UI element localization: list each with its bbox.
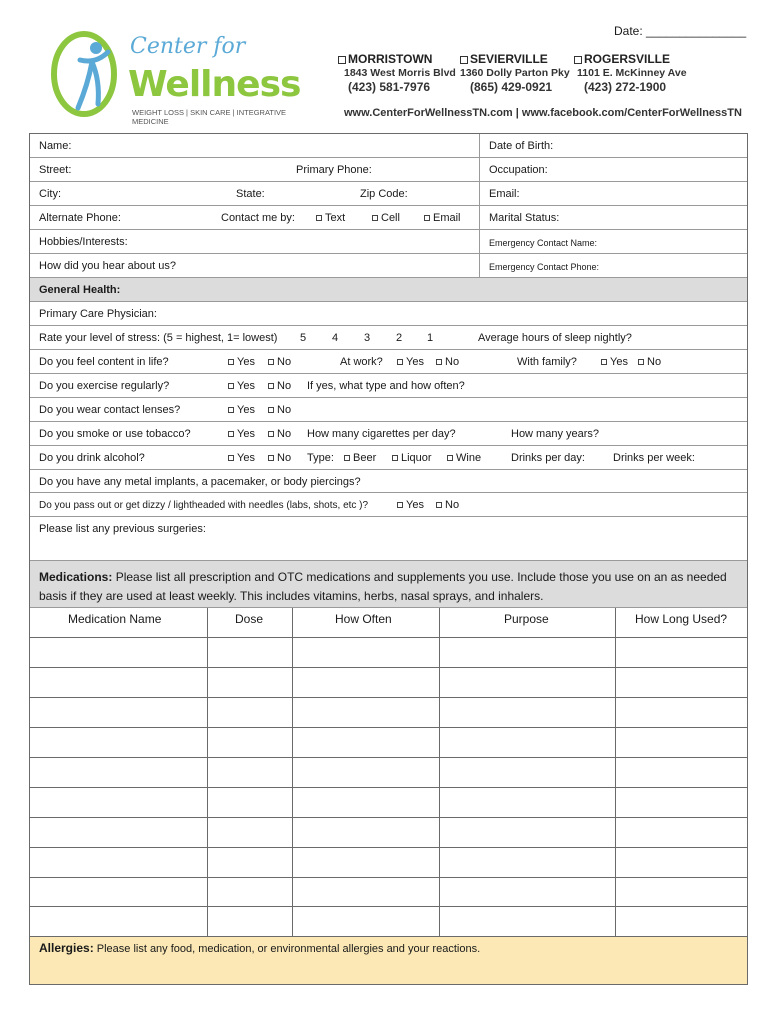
- row-contacts: [30, 398, 747, 422]
- row-street: [30, 158, 747, 182]
- contacts-label: Do you wear contact lenses?: [39, 404, 181, 416]
- medications-text: Please list all prescription and OTC medications and supplements you use. Include those you use on an as needed basis if they are used at least weekly. This includes vitamins, herbs, nasal sprays, and inhalers.: [39, 570, 727, 603]
- drinks-day-label: Drinks per day:: [511, 452, 585, 464]
- smoke-label: Do you smoke or use tobacco?: [39, 428, 191, 440]
- beer-option[interactable]: Beer: [344, 452, 376, 464]
- content-label: Do you feel content in life?: [39, 356, 169, 368]
- dob-label: Date of Birth:: [489, 140, 554, 152]
- row-smoke: [30, 422, 747, 446]
- row-stress: [30, 326, 747, 350]
- stress-label: Rate your level of stress: (5 = highest, 1= lowest): [39, 332, 278, 344]
- col-purpose: Purpose: [504, 612, 549, 626]
- row-physician: [30, 302, 747, 326]
- stress-option-5[interactable]: 5: [300, 332, 307, 344]
- at-work-label: At work?: [340, 356, 383, 368]
- row-dizzy: [30, 493, 747, 517]
- checkbox-icon[interactable]: [228, 359, 234, 365]
- logo-tagline: WEIGHT LOSS | SKIN CARE | INTEGRATIVE MEDICINE: [132, 108, 287, 126]
- row-surgeries: [30, 517, 747, 561]
- row-city: [30, 182, 747, 206]
- dizzy-no[interactable]: No: [436, 499, 459, 511]
- row-name: [30, 134, 747, 158]
- col-medication-name: Medication Name: [68, 612, 162, 626]
- checkbox-icon[interactable]: [268, 455, 274, 461]
- table-row[interactable]: [30, 638, 747, 668]
- row-hobbies: [30, 230, 747, 254]
- zip-label: Zip Code:: [360, 188, 408, 200]
- row-content: [30, 350, 747, 374]
- contacts-no[interactable]: No: [268, 404, 291, 416]
- liquor-option[interactable]: Liquor: [392, 452, 432, 464]
- checkbox-icon[interactable]: [268, 383, 274, 389]
- hear-about-label: How did you hear about us?: [39, 260, 176, 272]
- dizzy-label: Do you pass out or get dizzy / lightheaded with needles (labs, shots, etc )?: [39, 500, 369, 511]
- checkbox-icon[interactable]: [316, 215, 322, 221]
- allergies-title: Allergies:: [39, 941, 94, 955]
- emergency-name-label: Emergency Contact Name:: [489, 238, 598, 248]
- drink-no[interactable]: No: [268, 452, 291, 464]
- at-work-no[interactable]: No: [436, 356, 459, 368]
- checkbox-icon[interactable]: [228, 455, 234, 461]
- table-row[interactable]: [30, 848, 747, 878]
- checkbox-icon[interactable]: [424, 215, 430, 221]
- checkbox-icon[interactable]: [436, 359, 442, 365]
- location-rogersville: [574, 52, 694, 94]
- smoke-no[interactable]: No: [268, 428, 291, 440]
- row-alt-phone: [30, 206, 747, 230]
- location-city: SEVIERVILLE: [470, 52, 548, 66]
- general-health-header: [30, 278, 747, 302]
- table-row[interactable]: [30, 907, 747, 936]
- stress-option-2[interactable]: 2: [396, 332, 403, 344]
- sleep-label: Average hours of sleep nightly?: [478, 332, 632, 344]
- drinks-week-label: Drinks per week:: [613, 452, 695, 464]
- with-family-label: With family?: [517, 356, 577, 368]
- checkbox-icon[interactable]: [436, 502, 442, 508]
- exercise-label: Do you exercise regularly?: [39, 380, 170, 392]
- medications-title: Medications:: [39, 570, 113, 584]
- table-row[interactable]: [30, 728, 747, 758]
- surgeries-label: Please list any previous surgeries:: [39, 523, 206, 535]
- drink-label: Do you drink alcohol?: [39, 452, 145, 464]
- city-label: City:: [39, 188, 61, 200]
- table-row[interactable]: [30, 698, 747, 728]
- dizzy-yes[interactable]: Yes: [397, 499, 424, 511]
- primary-phone-label: Primary Phone:: [296, 164, 372, 176]
- checkbox-icon[interactable]: [392, 455, 398, 461]
- drink-yes[interactable]: Yes: [228, 452, 255, 464]
- contact-email-option[interactable]: Email: [424, 212, 461, 224]
- at-work-yes[interactable]: Yes: [397, 356, 424, 368]
- physician-label: Primary Care Physician:: [39, 308, 157, 320]
- location-phone: (423) 272-1900: [584, 80, 667, 94]
- checkbox-icon[interactable]: [228, 407, 234, 413]
- general-health-title: General Health:: [39, 284, 121, 296]
- checkbox-icon[interactable]: [268, 431, 274, 437]
- location-morristown: [338, 52, 458, 94]
- with-family-no[interactable]: No: [638, 356, 661, 368]
- table-row[interactable]: [30, 818, 747, 848]
- checkbox-icon[interactable]: [460, 56, 468, 64]
- table-row[interactable]: [30, 788, 747, 818]
- medications-header: [30, 561, 747, 608]
- table-row[interactable]: [30, 758, 747, 788]
- location-phone: (423) 581-7976: [348, 80, 431, 94]
- center-for-wellness-logo: [48, 30, 318, 126]
- checkbox-icon[interactable]: [372, 215, 378, 221]
- stress-option-4[interactable]: 4: [332, 332, 339, 344]
- wine-option[interactable]: Wine: [447, 452, 481, 464]
- location-city: MORRISTOWN: [348, 52, 433, 66]
- exercise-type-label: If yes, what type and how often?: [307, 380, 465, 392]
- row-drink: [30, 446, 747, 470]
- checkbox-icon[interactable]: [447, 455, 453, 461]
- hobbies-label: Hobbies/Interests:: [39, 236, 128, 248]
- type-label: Type:: [307, 452, 334, 464]
- checkbox-icon[interactable]: [268, 407, 274, 413]
- state-label: State:: [236, 188, 265, 200]
- emergency-phone-label: Emergency Contact Phone:: [489, 262, 600, 272]
- website-links: www.CenterForWellnessTN.com | www.facebook.com/CenterForWellnessTN: [344, 107, 742, 119]
- location-address: 1101 E. McKinney Ave: [577, 67, 687, 79]
- years-label: How many years?: [511, 428, 600, 440]
- row-exercise: [30, 374, 747, 398]
- marital-label: Marital Status:: [489, 212, 560, 224]
- checkbox-icon[interactable]: [397, 359, 403, 365]
- date-field[interactable]: Date: _______________: [614, 24, 747, 38]
- location-sevierville: [460, 52, 580, 94]
- table-header-row: [30, 608, 747, 638]
- checkbox-icon[interactable]: [574, 56, 582, 64]
- checkbox-icon[interactable]: [338, 56, 346, 64]
- logo-line2: Wellness: [128, 64, 301, 105]
- location-address: 1843 West Morris Blvd: [344, 67, 456, 79]
- allergies-text: Please list any food, medication, or environmental allergies and your reactions.: [96, 943, 481, 955]
- stress-option-1[interactable]: 1: [427, 332, 434, 344]
- smoke-yes[interactable]: Yes: [228, 428, 255, 440]
- allergies-instructions: [39, 941, 480, 955]
- table-row[interactable]: [30, 668, 747, 698]
- col-how-long: How Long Used?: [635, 612, 728, 626]
- row-implants: [30, 470, 747, 493]
- exercise-no[interactable]: No: [268, 380, 291, 392]
- location-city: ROGERSVILLE: [584, 52, 671, 66]
- checkbox-icon[interactable]: [601, 359, 607, 365]
- row-hear-about: [30, 254, 747, 278]
- medications-table: [30, 608, 747, 936]
- content-no[interactable]: No: [268, 356, 291, 368]
- checkbox-icon[interactable]: [638, 359, 644, 365]
- with-family-yes[interactable]: Yes: [601, 356, 628, 368]
- contact-cell-option[interactable]: Cell: [372, 212, 400, 224]
- stress-option-3[interactable]: 3: [364, 332, 371, 344]
- allergies-section[interactable]: [30, 936, 747, 984]
- col-how-often: How Often: [335, 612, 392, 626]
- checkbox-icon[interactable]: [228, 383, 234, 389]
- email-label: Email:: [489, 188, 520, 200]
- content-yes[interactable]: Yes: [228, 356, 255, 368]
- checkbox-icon[interactable]: [268, 359, 274, 365]
- name-label: Name:: [39, 140, 72, 152]
- location-phone: (865) 429-0921: [470, 80, 553, 94]
- contacts-yes[interactable]: Yes: [228, 404, 255, 416]
- exercise-yes[interactable]: Yes: [228, 380, 255, 392]
- checkbox-icon[interactable]: [344, 455, 350, 461]
- contact-by-label: Contact me by:: [221, 212, 295, 224]
- cigarettes-label: How many cigarettes per day?: [307, 428, 456, 440]
- alt-phone-label: Alternate Phone:: [39, 212, 121, 224]
- checkbox-icon[interactable]: [397, 502, 403, 508]
- intake-form: [29, 133, 748, 985]
- col-dose: Dose: [235, 612, 264, 626]
- street-label: Street:: [39, 164, 72, 176]
- location-address: 1360 Dolly Parton Pky: [460, 67, 570, 79]
- table-row[interactable]: [30, 878, 747, 907]
- occupation-label: Occupation:: [489, 164, 548, 176]
- contact-text-option[interactable]: Text: [316, 212, 345, 224]
- logo-line1: Center for: [130, 34, 246, 59]
- implants-label: Do you have any metal implants, a pacemaker, or body piercings?: [39, 476, 361, 488]
- checkbox-icon[interactable]: [228, 431, 234, 437]
- medications-instructions: [39, 568, 739, 606]
